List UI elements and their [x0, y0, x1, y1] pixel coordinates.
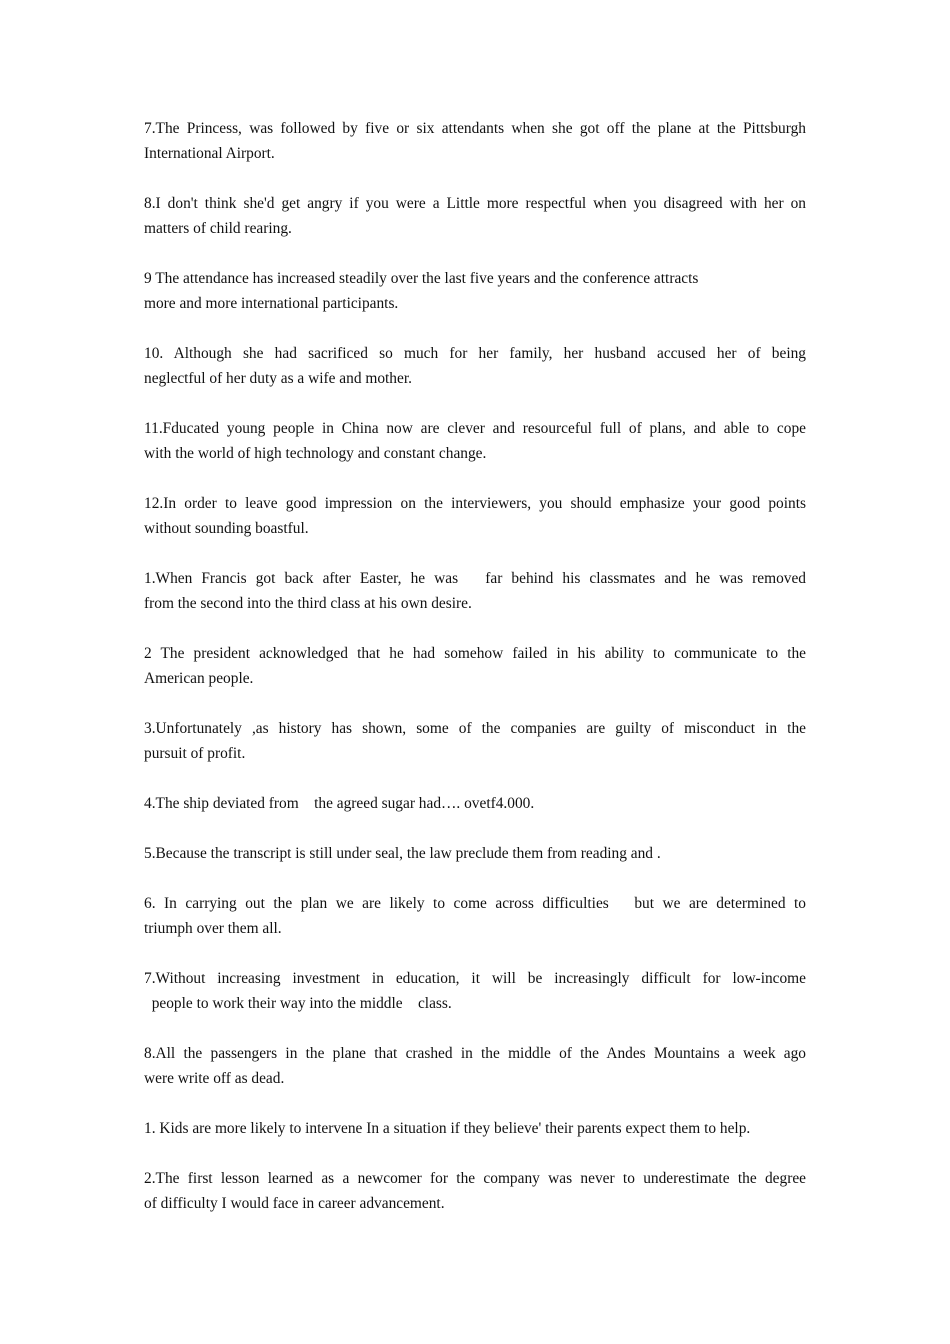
paragraph-line: 7.The Princess, was followed by five or six attendants when she got off the plane at the Pittsburgh	[144, 120, 806, 137]
paragraph-line: 2.The first lesson learned as a newcomer for the company was never to underestimate the degree	[144, 1170, 806, 1187]
paragraph-line: were write off as dead.	[144, 1070, 285, 1087]
sentence-paragraph	[144, 341, 806, 391]
paragraph-line: 6. In carrying out the plan we are likely to come across difficulties but we are determined to	[144, 895, 806, 912]
sentence-paragraph	[144, 1041, 806, 1091]
paragraph-line: pursuit of profit.	[144, 745, 246, 762]
sentence-paragraph	[144, 641, 806, 691]
sentence-paragraph	[144, 491, 806, 541]
paragraph-line: triumph over them all.	[144, 920, 282, 937]
paragraph-line: 9 The attendance has increased steadily over the last five years and the conference attracts	[144, 270, 699, 287]
paragraph-line: of difficulty I would face in career advancement.	[144, 1195, 445, 1212]
sentence-paragraph	[144, 566, 806, 616]
sentence-paragraph	[144, 791, 806, 816]
sentence-paragraph	[144, 1166, 806, 1216]
paragraph-line: American people.	[144, 670, 254, 687]
paragraph-line: with the world of high technology and constant change.	[144, 445, 487, 462]
paragraph-line: people to work their way into the middle class.	[144, 995, 452, 1012]
paragraph-line: 1.When Francis got back after Easter, he was far behind his classmates and he was removed	[144, 570, 806, 587]
paragraph-line: 2 The president acknowledged that he had somehow failed in his ability to communicate to the	[144, 645, 806, 662]
paragraph-line: 11.Fducated young people in China now are clever and resourceful full of plans, and able to cope	[144, 420, 806, 437]
paragraph-line: matters of child rearing.	[144, 220, 292, 237]
sentence-paragraph	[144, 416, 806, 466]
sentence-paragraph	[144, 116, 806, 166]
paragraph-line: International Airport.	[144, 145, 275, 162]
paragraph-line: 8.I don't think she'd get angry if you were a Little more respectful when you disagreed with her on	[144, 195, 806, 212]
paragraph-line: more and more international participants.	[144, 295, 399, 312]
paragraph-line: 12.In order to leave good impression on the interviewers, you should emphasize your good points	[144, 495, 806, 512]
paragraph-line: from the second into the third class at his own desire.	[144, 595, 472, 612]
paragraph-line: without sounding boastful.	[144, 520, 309, 537]
sentence-paragraph	[144, 841, 806, 866]
paragraph-line: neglectful of her duty as a wife and mother.	[144, 370, 412, 387]
paragraph-line: 5.Because the transcript is still under seal, the law preclude them from reading and .	[144, 845, 661, 862]
paragraph-line: 1. Kids are more likely to intervene In a situation if they believe' their parents expect them to help.	[144, 1120, 751, 1137]
paragraph-line: 7.Without increasing investment in education, it will be increasingly difficult for low-income	[144, 970, 806, 987]
sentence-paragraph	[144, 191, 806, 241]
paragraph-line: 8.All the passengers in the plane that crashed in the middle of the Andes Mountains a week ago	[144, 1045, 806, 1062]
document-page	[144, 116, 806, 1241]
paragraph-line: 10. Although she had sacrificed so much for her family, her husband accused her of being	[144, 345, 806, 362]
sentence-paragraph	[144, 266, 806, 316]
sentence-paragraph	[144, 891, 806, 941]
sentence-paragraph	[144, 1116, 806, 1141]
sentence-paragraph	[144, 966, 806, 1016]
paragraph-line: 4.The ship deviated from the agreed sugar had…. ovetf4.000.	[144, 795, 535, 812]
paragraph-line: 3.Unfortunately ,as history has shown, some of the companies are guilty of misconduct in the	[144, 720, 806, 737]
sentence-paragraph	[144, 716, 806, 766]
